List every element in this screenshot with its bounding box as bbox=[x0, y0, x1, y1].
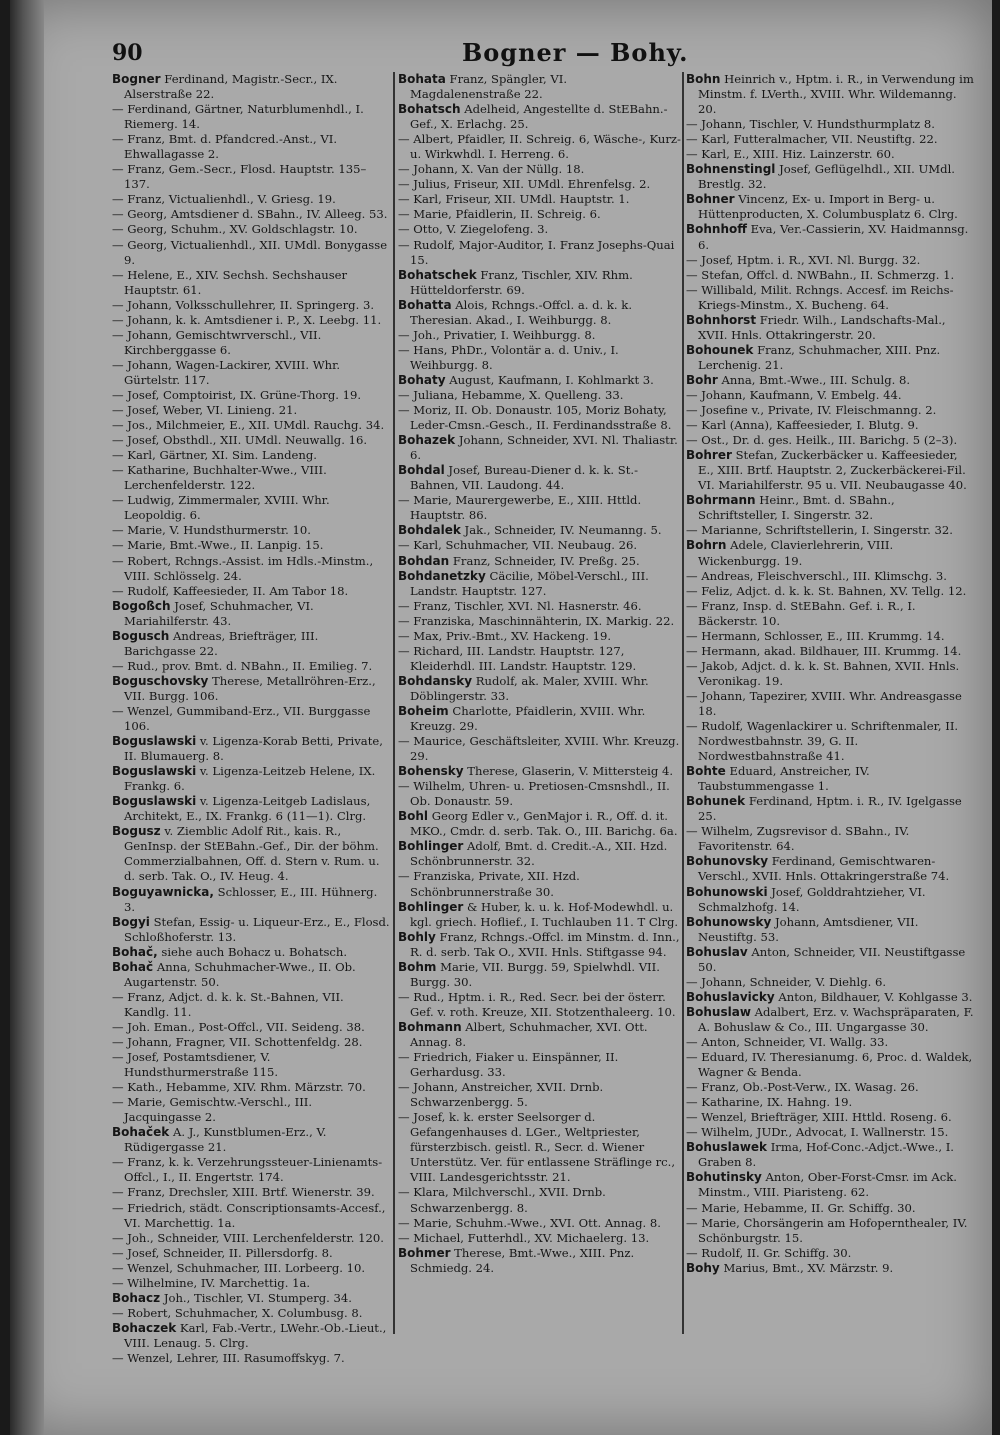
directory-entry: — Robert, Rchngs.-Assist. im Hdls.-Minstm., VIII. Schlösselg. 24. bbox=[112, 553, 374, 583]
directory-entry: — Franziska, Maschinnähterin, IX. Markig. 22. bbox=[398, 613, 675, 628]
directory-entry: — Wilhelm, Zugsrevisor d. SBahn., IV. Favoritenstr. 64. bbox=[686, 824, 910, 854]
directory-entry: — Julius, Friseur, XII. UMdl. Ehrenfelsg. 2. bbox=[398, 177, 651, 192]
directory-entry: Bohaček A. J., Kunstblumen-Erz., V. Rüdigergasse 21. bbox=[112, 1125, 327, 1155]
directory-entry: Bohata Franz, Spängler, VI. Magdalenenstraße 22. bbox=[398, 72, 568, 102]
directory-entry: Bohatsch Adelheid, Angestellte d. StEBahn.-Gef., X. Erlachg. 25. bbox=[398, 102, 668, 132]
directory-entry: — Franz, Bmt. d. Pfandcred.-Anst., VI. Ehwallagasse 2. bbox=[112, 132, 338, 162]
column-divider bbox=[393, 72, 395, 1334]
directory-entry: — Georg, Victualienhdl., XII. UMdl. Bonygasse 9. bbox=[112, 237, 388, 267]
page-number: 90 bbox=[112, 40, 143, 66]
directory-entry: — Josef, Schneider, II. Pillersdorfg. 8. bbox=[112, 1245, 333, 1260]
directory-entry: — Joh., Schneider, VIII. Lerchenfelderstr. 120. bbox=[112, 1230, 384, 1245]
directory-entry: Bohensky Therese, Glaserin, V. Mittersteig 4. bbox=[398, 764, 674, 779]
page-header bbox=[112, 36, 982, 70]
directory-entry: Bohlinger Adolf, Bmt. d. Credit.-A., XII. Hzd. Schönbrunnerstr. 32. bbox=[398, 839, 668, 869]
directory-entry: — Wilhelm, JUDr., Advocat, I. Wallnerstr. 15. bbox=[686, 1125, 949, 1140]
directory-entry: Bohaczek Karl, Fab.-Vertr., LWehr.-Ob.-Lieut., VIII. Lenaug. 5. Clrg. bbox=[112, 1320, 387, 1350]
directory-entry: Bohounek Franz, Schuhmacher, XIII. Pnz. Lerchenig. 21. bbox=[686, 342, 941, 372]
directory-entry: — Wilhelmine, IV. Marchettig. 1a. bbox=[112, 1275, 311, 1290]
directory-entry: — Josef, Postamtsdiener, V. Hundsthurmerstraße 115. bbox=[112, 1050, 279, 1080]
directory-entry: — Eduard, IV. Theresianumg. 6, Proc. d. Waldek, Wagner & Benda. bbox=[686, 1050, 973, 1080]
directory-entry: Bohdalek Jak., Schneider, IV. Neumanng. 5. bbox=[398, 523, 662, 538]
directory-entry: Boguslawski v. Ligenza-Korab Betti, Private, II. Blumauerg. 8. bbox=[112, 734, 383, 764]
directory-entry: — Ferdinand, Gärtner, Naturblumenhdl., I. Riemerg. 14. bbox=[112, 102, 364, 132]
directory-entry: — Wenzel, Schuhmacher, III. Lorbeerg. 10. bbox=[112, 1260, 366, 1275]
directory-entry: — Karl, Schuhmacher, VII. Neubaug. 26. bbox=[398, 538, 638, 553]
directory-entry: Bohacz Joh., Tischler, VI. Stumperg. 34. bbox=[112, 1290, 352, 1305]
directory-entry: Bohte Eduard, Anstreicher, IV. Taubstummengasse 1. bbox=[686, 764, 870, 794]
directory-entry: — Moriz, II. Ob. Donaustr. 105, Moriz Bohaty, Leder-Cmsn.-Gesch., II. Ferdinandsstraße 8. bbox=[398, 403, 672, 433]
directory-entry: — Franz, Tischler, XVI. Nl. Hasnerstr. 46. bbox=[398, 598, 642, 613]
directory-entry: — Karl (Anna), Kaffeesieder, I. Blutg. 9. bbox=[686, 418, 919, 433]
directory-entry: — Marie, Chorsängerin am Hofopernthealer, IV. Schönburgstr. 15. bbox=[686, 1215, 968, 1245]
directory-entry: — Rud., Hptm. i. R., Red. Secr. bei der österr. Gef. v. roth. Kreuze, XII. Stotzenthaleerg. 10. bbox=[398, 989, 676, 1019]
directory-entry: Bohuslavicky Anton, Bildhauer, V. Kohlgasse 3. bbox=[686, 989, 973, 1004]
directory-entry: — Katharine, IX. Hahng. 19. bbox=[686, 1095, 853, 1110]
directory-entry: — Michael, Futterhdl., XV. Michaelerg. 13. bbox=[398, 1230, 650, 1245]
directory-entry: — Franz, Ob.-Post-Verw., IX. Wasag. 26. bbox=[686, 1080, 919, 1095]
directory-entry: — Wenzel, Lehrer, III. Rasumoffskyg. 7. bbox=[112, 1350, 345, 1365]
directory-entry: Bohnhorst Friedr. Wilh., Landschafts-Mal., XVII. Hnls. Ottakringerstr. 20. bbox=[686, 312, 946, 342]
column-2 bbox=[398, 72, 681, 1276]
directory-entry: Bogyi Stefan, Essig- u. Liqueur-Erz., E., Flosd. Schloßhoferstr. 13. bbox=[112, 914, 390, 944]
directory-entry: — Hermann, Schlosser, E., III. Krummg. 14. bbox=[686, 628, 945, 643]
directory-entry: Boguslawski v. Ligenza-Leitzeb Helene, IX. Frankg. 6. bbox=[112, 764, 376, 794]
directory-entry: Boguslawski v. Ligenza-Leitgeb Ladislaus, Architekt, E., IX. Frankg. 6 (11—1). Clrg. bbox=[112, 794, 371, 824]
directory-entry: Bohunovsky Ferdinand, Gemischtwaren-Verschl., XVII. Hnls. Ottakringerstraße 74. bbox=[686, 854, 950, 884]
directory-entry: — Franz, k. k. Verzehrungssteuer-Linienamts-Offcl., I., II. Engertstr. 174. bbox=[112, 1155, 383, 1185]
directory-entry: — Kath., Hebamme, XIV. Rhm. Märzstr. 70. bbox=[112, 1080, 366, 1095]
directory-entry: — Jos., Milchmeier, E., XII. UMdl. Rauchg. 34. bbox=[112, 418, 385, 433]
directory-entry: Bohdan Franz, Schneider, IV. Preßg. 25. bbox=[398, 553, 640, 568]
directory-entry: — Ludwig, Zimmermaler, XVIII. Whr. Leopoldig. 6. bbox=[112, 493, 330, 523]
directory-entry: Bohdal Josef, Bureau-Diener d. k. k. St.-Bahnen, VII. Laudong. 44. bbox=[398, 463, 639, 493]
directory-entry: Bohy Marius, Bmt., XV. Märzstr. 9. bbox=[686, 1260, 894, 1275]
directory-entry: — Wenzel, Gummiband-Erz., VII. Burggasse 106. bbox=[112, 703, 371, 734]
directory-entry: — Johann, Schneider, V. Diehlg. 6. bbox=[686, 974, 887, 989]
directory-entry: — Johann, Gemischtwrverschl., VII. Kirchberggasse 6. bbox=[112, 327, 322, 357]
directory-entry: Bohnenstingl Josef, Geflügelhdl., XII. UMdl. Brestlg. 32. bbox=[686, 162, 955, 192]
directory-entry: — Josef, Weber, VI. Linieng. 21. bbox=[112, 403, 298, 418]
directory-entry: Bohdansky Rudolf, ak. Maler, XVIII. Whr. Döblingerstr. 33. bbox=[398, 673, 649, 703]
directory-entry: — Franz, Adjct. d. k. k. St.-Bahnen, VII. Kandlg. 11. bbox=[112, 989, 344, 1019]
directory-entry: — Johann, Volksschullehrer, II. Springerg. 3. bbox=[112, 297, 375, 312]
directory-entry: — Georg, Schuhm., XV. Goldschlagstr. 10. bbox=[112, 222, 358, 237]
directory-entry: — Karl, E., XIII. Hiz. Lainzerstr. 60. bbox=[686, 147, 895, 162]
directory-entry: — Franz, Drechsler, XIII. Brtf. Wienerstr. 39. bbox=[112, 1185, 375, 1200]
directory-entry: Bohm Marie, VII. Burgg. 59, Spielwhdl. VII. Burgg. 30. bbox=[398, 959, 660, 989]
directory-entry: — Helene, E., XIV. Sechsh. Sechshauser Hauptstr. 61. bbox=[112, 267, 348, 297]
directory-entry: — Wenzel, Briefträger, XIII. Httld. Roseng. 6. bbox=[686, 1110, 952, 1125]
directory-entry: Bohaty August, Kaufmann, I. Kohlmarkt 3. bbox=[398, 372, 654, 387]
directory-entry: — Johann, k. k. Amtsdiener i. P., X. Leebg. 11. bbox=[112, 312, 382, 327]
directory-entry: — Hermann, akad. Bildhauer, III. Krummg. 14. bbox=[686, 643, 962, 658]
directory-entry: Boheim Charlotte, Pfaidlerin, XVIII. Whr. Kreuzg. 29. bbox=[398, 703, 646, 734]
page-edge-shadow bbox=[10, 0, 44, 1435]
directory-entry: Bohrer Stefan, Zuckerbäcker u. Kaffeesieder, E., XIII. Brtf. Hauptstr. 2, Zuckerbäckerei-Fil. VI. Mariahilferstr. 95 u. VII. Neubaugasse 40. bbox=[686, 448, 967, 493]
directory-entry: Bohnhoff Eva, Ver.-Cassierin, XV. Haidmannsg. 6. bbox=[686, 222, 969, 252]
directory-entry: — Otto, V. Ziegelofeng. 3. bbox=[398, 222, 549, 237]
directory-entry: Bohrmann Heinr., Bmt. d. SBahn., Schriftsteller, I. Singerstr. 32. bbox=[686, 493, 895, 523]
directory-entry: Bohazek Johann, Schneider, XVI. Nl. Thaliastr. 6. bbox=[398, 433, 678, 463]
directory-entry: — Katharine, Buchhalter-Wwe., VIII. Lerchenfelderstr. 122. bbox=[112, 463, 327, 493]
directory-entry: — Karl, Friseur, XII. UMdl. Hauptstr. 1. bbox=[398, 192, 630, 207]
directory-entry: — Anton, Schneider, VI. Wallg. 33. bbox=[686, 1035, 889, 1049]
directory-entry: — Juliana, Hebamme, X. Quelleng. 33. bbox=[398, 387, 624, 402]
directory-entry: Bohlinger & Huber, k. u. k. Hof-Modewhdl. u. kgl. griech. Hoflief., I. Tuchlauben 11. T Clrg. bbox=[398, 899, 679, 929]
directory-entry: — Johann, Tischler, V. Hundsthurmplatz 8. bbox=[686, 117, 935, 132]
directory-entry: Bohač, siehe auch Bohacz u. Bohatsch. bbox=[112, 944, 348, 959]
directory-entry: Bohly Franz, Rchngs.-Offcl. im Minstm. d. Inn., R. d. serb. Tak O., XVII. Hnls. Stiftgasse 94. bbox=[398, 929, 680, 959]
directory-entry: — Karl, Gärtner, XI. Sim. Landeng. bbox=[112, 448, 317, 463]
directory-entry: Bohdanetzky Cäcilie, Möbel-Verschl., III. Landstr. Hauptstr. 127. bbox=[398, 568, 649, 598]
directory-entry: — Feliz, Adjct. d. k. k. St. Bahnen, XV. Tellg. 12. bbox=[686, 583, 967, 598]
directory-entry: — Marie, Maurergewerbe, E., XIII. Httld. Hauptstr. 86. bbox=[398, 493, 642, 523]
directory-entry: — Johann, Fragner, VII. Schottenfeldg. 28. bbox=[112, 1035, 363, 1049]
directory-entry: — Johann, Tapezirer, XVIII. Whr. Andreasgasse 18. bbox=[686, 688, 962, 718]
directory-entry: — Maurice, Geschäftsleiter, XVIII. Whr. Kreuzg. 29. bbox=[398, 734, 680, 764]
directory-entry: Bogusz v. Ziemblic Adolf Rit., kais. R., GenInsp. der StEBahn.-Gef., Dir. der böhm. Commerzialbahnen, Off. d. Stern v. Rum. u. d. serb. Tak. O., IV. Heug. 4. bbox=[112, 824, 380, 884]
directory-entry: — Marie, Pfaidlerin, II. Schreig. 6. bbox=[398, 207, 601, 222]
directory-entry: — Marie, Hebamme, II. Gr. Schiffg. 30. bbox=[686, 1200, 916, 1215]
directory-entry: Bohutinsky Anton, Ober-Forst-Cmsr. im Ack. Minstm., VIII. Piaristeng. 62. bbox=[686, 1170, 957, 1200]
directory-entry: Bohner Vincenz, Ex- u. Import in Berg- u. Hüttenproducten, X. Columbusplatz 6. Clrg. bbox=[686, 192, 958, 222]
directory-entry: — Jakob, Adjct. d. k. k. St. Bahnen, XVII. Hnls. Veronikag. 19. bbox=[686, 658, 960, 688]
directory-entry: — Franziska, Private, XII. Hzd. Schönbrunnerstraße 30. bbox=[398, 869, 580, 899]
directory-entry: — Rudolf, Wagenlackirer u. Schriftenmaler, II. Nordwestbahnstr. 39, G. II. Nordwestbahnstraße 41. bbox=[686, 719, 959, 764]
directory-entry: — Franz, Insp. d. StEBahn. Gef. i. R., I. Bäckerstr. 10. bbox=[686, 598, 916, 628]
directory-entry: Bohuslav Anton, Schneider, VII. Neustiftgasse 50. bbox=[686, 944, 966, 974]
directory-entry: — Marie, Bmt.-Wwe., II. Lanpig. 15. bbox=[112, 538, 324, 553]
directory-entry: — Johann, Kaufmann, V. Embelg. 44. bbox=[686, 387, 902, 402]
directory-entry: — Johann, Anstreicher, XVII. Drnb. Schwarzenbergg. 5. bbox=[398, 1080, 604, 1110]
directory-entry: Bogoßch Josef, Schuhmacher, VI. Mariahilferstr. 43. bbox=[112, 598, 314, 628]
directory-entry: — Marianne, Schriftstellerin, I. Singerstr. 32. bbox=[686, 523, 953, 538]
directory-entry: — Wilhelm, Uhren- u. Pretiosen-Cmsnshdl., II. Ob. Donaustr. 59. bbox=[398, 779, 670, 809]
directory-entry: — Friedrich, städt. Conscriptionsamts-Accesf., VI. Marchettig. 1a. bbox=[112, 1200, 386, 1230]
directory-entry: Bohatta Alois, Rchngs.-Offcl. a. d. k. k. Theresian. Akad., I. Weihburgg. 8. bbox=[398, 297, 633, 327]
directory-entry: Bogner Ferdinand, Magistr.-Secr., IX. Alserstraße 22. bbox=[112, 72, 338, 102]
directory-entry: — Willibald, Milit. Rchngs. Accesf. im Reichs-Kriegs-Minstm., X. Bucheng. 64. bbox=[686, 282, 954, 312]
directory-entry: — Klara, Milchverschl., XVII. Drnb. Schwarzenbergg. 8. bbox=[398, 1185, 606, 1215]
directory-entry: Bohmer Therese, Bmt.-Wwe., XIII. Pnz. Schmiedg. 24. bbox=[398, 1245, 635, 1275]
directory-entry: — Albert, Pfaidler, II. Schreig. 6, Wäsche-, Kurz- u. Wirkwhdl. I. Herreng. 6. bbox=[398, 132, 681, 162]
directory-entry: — Ost., Dr. d. ges. Heilk., III. Barichg. 5 (2–3). bbox=[686, 433, 958, 448]
directory-entry: Bohrn Adele, Clavierlehrerin, VIII. Wickenburgg. 19. bbox=[686, 538, 894, 568]
directory-entry: — Richard, III. Landstr. Hauptstr. 127, Kleiderhdl. III. Landstr. Hauptstr. 129. bbox=[398, 643, 637, 673]
directory-entry: — Joh. Eman., Post-Offcl., VII. Seideng. 38. bbox=[112, 1019, 365, 1034]
directory-entry: — Josef, k. k. erster Seelsorger d. Gefangenhauses d. LGer., Weltpriester, fürsterzbisch. geistl. R., Secr. d. Wiener Unterstütz. Ver. für entlassene Sträflinge rc., VIII. Landesgerichtsstr. 21. bbox=[398, 1110, 676, 1185]
directory-entry: Bohunowski Josef, Golddrahtzieher, VI. Schmalzhofg. 14. bbox=[686, 884, 926, 914]
directory-entry: — Rud., prov. Bmt. d. NBahn., II. Emilieg. 7. bbox=[112, 658, 373, 673]
directory-entry: — Hans, PhDr., Volontär a. d. Univ., I. Weihburgg. 8. bbox=[398, 342, 619, 372]
directory-entry: Bohmann Albert, Schuhmacher, XVI. Ott. Annag. 8. bbox=[398, 1019, 648, 1049]
column-divider bbox=[682, 72, 684, 1334]
column-1 bbox=[112, 72, 390, 1366]
directory-entry: — Franz, Victualienhdl., V. Griesg. 19. bbox=[112, 192, 336, 207]
directory-entry: Bohunowsky Johann, Amtsdiener, VII. Neustiftg. 53. bbox=[686, 914, 919, 944]
directory-entry: — Franz, Gem.-Secr., Flosd. Hauptstr. 135–137. bbox=[112, 162, 367, 192]
directory-entry: Bohač Anna, Schuhmacher-Wwe., II. Ob. Augartenstr. 50. bbox=[112, 959, 356, 989]
directory-entry: — Karl, Futteralmacher, VII. Neustiftg. 22. bbox=[686, 132, 938, 147]
directory-entry: — Joh., Privatier, I. Weihburgg. 8. bbox=[398, 327, 596, 342]
directory-entry: — Rudolf, Major-Auditor, I. Franz Josephs-Quai 15. bbox=[398, 237, 675, 267]
directory-entry: Bohuslaw Adalbert, Erz. v. Wachspräparaten, F. A. Bohuslaw & Co., III. Ungargasse 30. bbox=[686, 1004, 974, 1034]
directory-entry: — Andreas, Fleischverschl., III. Klimschg. 3. bbox=[686, 568, 947, 583]
directory-entry: Bohl Georg Edler v., GenMajor i. R., Off. d. it. MKO., Cmdr. d. serb. Tak. O., III. Barichg. 6a. bbox=[398, 809, 678, 839]
directory-entry: — Rudolf, II. Gr. Schiffg. 30. bbox=[686, 1245, 852, 1260]
directory-entry: — Johann, X. Van der Nüllg. 18. bbox=[398, 162, 585, 177]
directory-entry: — Josef, Comptoirist, IX. Grüne-Thorg. 19. bbox=[112, 387, 362, 402]
column-3 bbox=[686, 72, 974, 1276]
directory-entry: — Johann, Wagen-Lackirer, XVIII. Whr. Gürtelstr. 117. bbox=[112, 357, 341, 387]
directory-entry: — Marie, Gemischtw.-Verschl., III. Jacquingasse 2. bbox=[112, 1095, 313, 1125]
directory-entry: — Josef, Obsthdl., XII. UMdl. Neuwallg. 16. bbox=[112, 433, 368, 448]
directory-entry: — Friedrich, Fiaker u. Einspänner, II. Gerhardusg. 33. bbox=[398, 1050, 619, 1080]
directory-entry: — Josefine v., Private, IV. Fleischmanng. 2. bbox=[686, 403, 937, 418]
directory-entry: — Stefan, Offcl. d. NWBahn., II. Schmerzg. 1. bbox=[686, 267, 955, 282]
directory-entry: — Rudolf, Kaffeesieder, II. Am Tabor 18. bbox=[112, 583, 349, 598]
directory-entry: — Georg, Amtsdiener d. SBahn., IV. Alleeg. 53. bbox=[112, 207, 388, 222]
directory-entry: — Josef, Hptm. i. R., XVI. Nl. Burgg. 32. bbox=[686, 252, 921, 267]
directory-entry: — Marie, V. Hundsthurmerstr. 10. bbox=[112, 523, 311, 538]
directory-entry: — Robert, Schuhmacher, X. Columbusg. 8. bbox=[112, 1305, 363, 1320]
running-head: Bogner — Bohy. bbox=[462, 38, 689, 67]
directory-entry: Bogusch Andreas, Briefträger, III. Barichgasse 22. bbox=[112, 628, 319, 658]
directory-entry: — Marie, Schuhm.-Wwe., XVI. Ott. Annag. 8. bbox=[398, 1215, 661, 1230]
directory-entry: Bohn Heinrich v., Hptm. i. R., in Verwendung im Minstm. f. LVerth., XVIII. Whr. Wildemanng. 20. bbox=[686, 72, 974, 117]
directory-entry: Boguschovsky Therese, Metallröhren-Erz., VII. Burgg. 106. bbox=[112, 673, 376, 703]
directory-entry: Bohr Anna, Bmt.-Wwe., III. Schulg. 8. bbox=[686, 372, 911, 387]
directory-entry: — Max, Priv.-Bmt., XV. Hackeng. 19. bbox=[398, 628, 612, 643]
directory-entry: Bohatschek Franz, Tischler, XIV. Rhm. Hütteldorferstr. 69. bbox=[398, 267, 633, 297]
directory-entry: Bohuslawek Irma, Hof-Conc.-Adjct.-Wwe., I. Graben 8. bbox=[686, 1140, 954, 1170]
directory-entry: Boguyawnicka, Schlosser, E., III. Hühnerg. 3. bbox=[112, 884, 378, 914]
directory-entry: Bohunek Ferdinand, Hptm. i. R., IV. Igelgasse 25. bbox=[686, 794, 962, 824]
